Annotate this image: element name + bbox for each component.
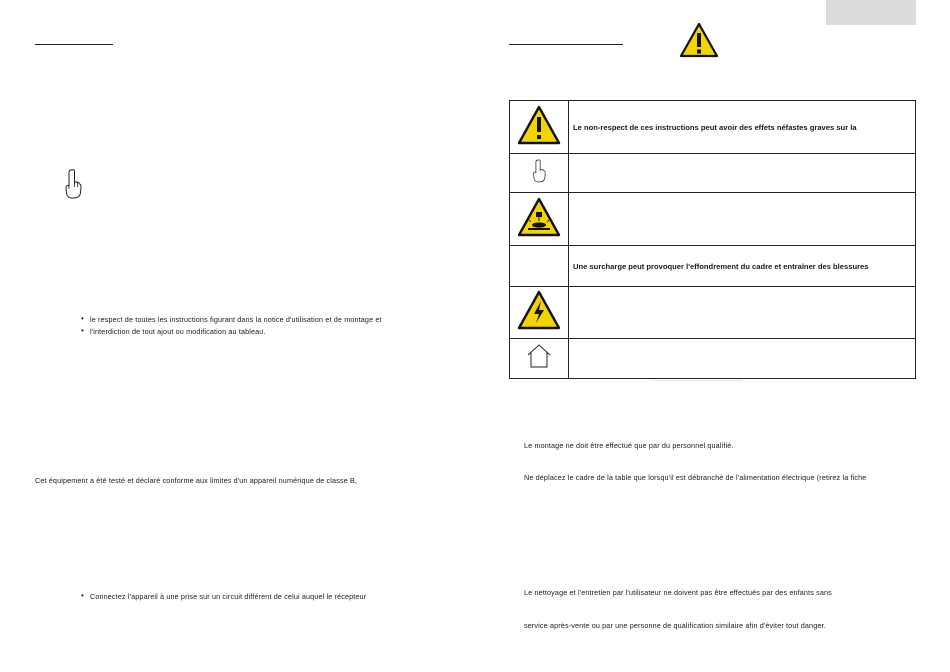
safety-symbols-table xyxy=(509,100,916,379)
warning-triangle-icon xyxy=(517,105,561,145)
table-cell-text xyxy=(569,287,916,339)
pointing-hand-icon xyxy=(64,168,82,200)
compliance-text: Cet équipement a été testé et déclaré conforme aux limites d'un appareil numérique de classe B, xyxy=(35,476,358,485)
table-row xyxy=(510,193,916,246)
table-row xyxy=(510,339,916,379)
paragraph: Le montage ne doit être effectué que par du personnel qualifié. xyxy=(524,441,734,450)
section-rule-right xyxy=(509,44,623,45)
table-cell-text xyxy=(569,193,916,246)
table-row xyxy=(510,101,916,154)
crush-hazard-icon xyxy=(517,197,561,237)
indoor-house-icon xyxy=(525,343,553,369)
table-cell-text: Le non-respect de ces instructions peut avoir des effets néfastes graves sur la xyxy=(569,101,916,154)
paragraph: service après-vente ou par une personne de qualification similaire afin d'éviter tout danger. xyxy=(524,621,826,630)
page-tab xyxy=(826,0,916,25)
paragraph: Le nettoyage et l'entretien par l'utilisateur ne doivent pas être effectués par des enfants sans xyxy=(524,588,832,597)
electric-hazard-icon xyxy=(517,290,561,330)
table-cell-text xyxy=(569,339,916,379)
table-cell-text: Une surcharge peut provoquer l'effondrement du cadre et entraîner des blessures xyxy=(569,246,916,287)
table-row xyxy=(510,246,916,287)
table-row xyxy=(510,154,916,193)
divider xyxy=(652,380,742,381)
paragraph: Ne déplacez le cadre de la table que lorsqu'il est débranché de l'alimentation électrique (retirez la fiche xyxy=(524,473,867,482)
table-cell-text xyxy=(569,154,916,193)
bullet-item: • le respect de toutes les instructions figurant dans la notice d'utilisation et de montage et xyxy=(90,315,382,324)
table-row xyxy=(510,287,916,339)
bullet-item: • Connectez l'appareil à une prise sur un circuit différent de celui auquel le récepteur xyxy=(90,592,366,601)
warning-triangle-icon xyxy=(679,22,719,58)
bullet-item: • l'interdiction de tout ajout ou modification au tableau. xyxy=(90,327,266,336)
pointing-hand-icon xyxy=(532,158,546,184)
section-rule-left xyxy=(35,44,113,45)
